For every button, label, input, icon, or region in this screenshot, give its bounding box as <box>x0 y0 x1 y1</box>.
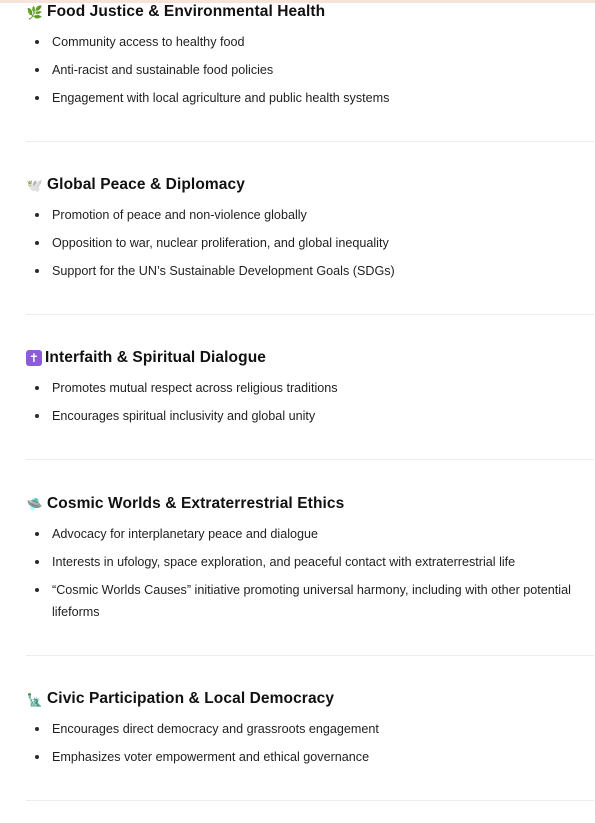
list-item: Community access to healthy food <box>26 31 594 53</box>
list-item: Opposition to war, nuclear proliferation, and global inequality <box>26 232 594 254</box>
list-item: Engagement with local agriculture and public health systems <box>26 87 594 109</box>
list-item: Anti-racist and sustainable food policies <box>26 59 594 81</box>
section-interfaith <box>26 347 594 427</box>
statue-of-liberty-icon: 🗽 <box>26 691 44 707</box>
section-food-justice <box>26 1 594 109</box>
list-item: Encourages direct democracy and grassroots engagement <box>26 718 594 740</box>
list-item: Promotion of peace and non-violence globally <box>26 204 594 226</box>
list-item: Advocacy for interplanetary peace and dialogue <box>26 523 594 545</box>
section-divider <box>26 655 594 656</box>
section-divider <box>26 141 594 142</box>
list-item: Support for the UN’s Sustainable Development Goals (SDGs) <box>26 260 594 282</box>
list-item: Emphasizes voter empowerment and ethical governance <box>26 746 594 768</box>
section-divider <box>26 800 594 801</box>
bullet-list <box>26 204 594 282</box>
section-heading <box>26 493 594 515</box>
section-title: Cosmic Worlds & Extraterrestrial Ethics <box>47 495 345 512</box>
bullet-list <box>26 377 594 427</box>
list-item: “Cosmic Worlds Causes” initiative promoting universal harmony, including with other potential lifeforms <box>26 579 594 623</box>
section-global-peace <box>26 174 594 282</box>
section-civic-participation <box>26 688 594 768</box>
bullet-list <box>26 718 594 768</box>
dove-icon: 🕊️ <box>26 177 44 193</box>
list-item: Interests in ufology, space exploration, and peaceful contact with extraterrestrial life <box>26 551 594 573</box>
bullet-list <box>26 523 594 623</box>
bullet-list <box>26 31 594 109</box>
section-title: Civic Participation & Local Democracy <box>47 690 335 707</box>
herb-icon: 🌿 <box>26 4 44 20</box>
flying-saucer-icon: 🛸 <box>26 496 44 512</box>
section-divider <box>26 314 594 315</box>
section-heading <box>26 688 594 710</box>
section-heading <box>26 347 594 369</box>
section-heading <box>26 174 594 196</box>
section-title: Global Peace & Diplomacy <box>47 176 245 193</box>
section-heading <box>26 1 594 23</box>
section-divider <box>26 459 594 460</box>
section-title: Interfaith & Spiritual Dialogue <box>45 349 266 366</box>
list-item: Promotes mutual respect across religious traditions <box>26 377 594 399</box>
list-item: Encourages spiritual inclusivity and global unity <box>26 405 594 427</box>
section-cosmic-worlds <box>26 493 594 623</box>
section-title: Food Justice & Environmental Health <box>47 3 326 20</box>
latin-cross-icon: ✝ <box>26 350 42 366</box>
